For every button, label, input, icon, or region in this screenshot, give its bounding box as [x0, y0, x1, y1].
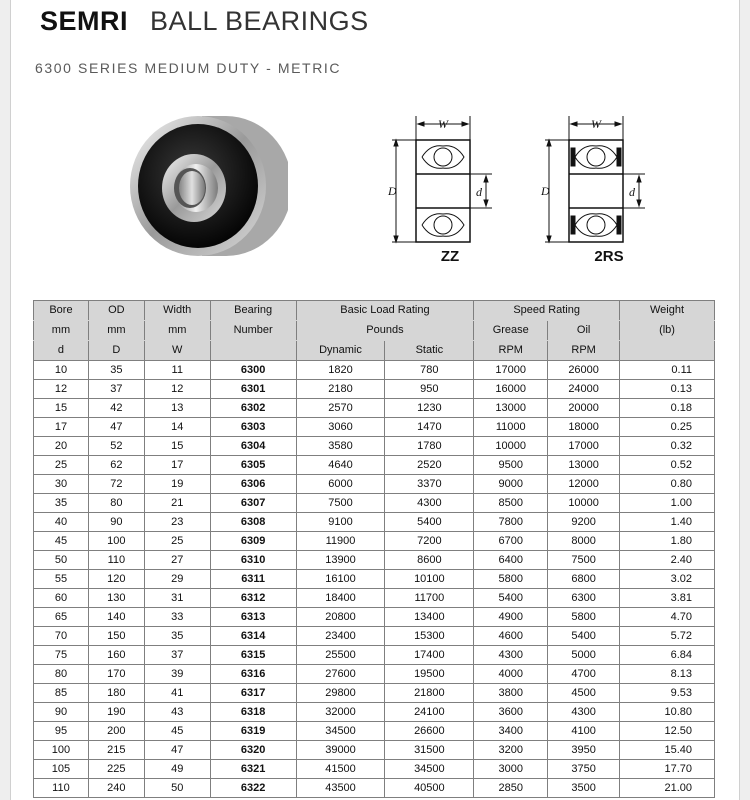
cell-bearing-number: 6321 — [210, 760, 296, 779]
cell-weight: 9.53 — [620, 684, 715, 703]
cell-od: 47 — [88, 418, 144, 437]
cell-oil-rpm: 17000 — [548, 437, 620, 456]
cell-dynamic: 25500 — [296, 646, 385, 665]
zz-inner-diameter-label: d — [476, 185, 482, 199]
cell-dynamic: 1820 — [296, 361, 385, 380]
table-row — [34, 437, 715, 456]
table-row — [34, 741, 715, 760]
cell-width: 43 — [144, 703, 210, 722]
cell-static: 17400 — [385, 646, 474, 665]
cell-od: 140 — [88, 608, 144, 627]
cell-bearing-number: 6320 — [210, 741, 296, 760]
table-row — [34, 361, 715, 380]
brand-name: SEMRI — [40, 6, 129, 36]
cell-bore: 70 — [34, 627, 89, 646]
page-title: BALL BEARINGS — [150, 6, 369, 36]
header-weight: Weight — [620, 301, 715, 321]
cell-bearing-number: 6313 — [210, 608, 296, 627]
cell-dynamic: 13900 — [296, 551, 385, 570]
cell-weight: 10.80 — [620, 703, 715, 722]
cell-weight: 8.13 — [620, 665, 715, 684]
cell-bore: 45 — [34, 532, 89, 551]
cell-bore: 35 — [34, 494, 89, 513]
zz-width-label: W — [438, 117, 448, 131]
header-load-unit: Pounds — [296, 321, 474, 341]
2rs-width-label: W — [591, 117, 601, 131]
cell-dynamic: 43500 — [296, 779, 385, 798]
cell-weight: 5.72 — [620, 627, 715, 646]
cell-width: 49 — [144, 760, 210, 779]
cell-grease-rpm: 11000 — [474, 418, 548, 437]
cell-width: 39 — [144, 665, 210, 684]
cell-grease-rpm: 9500 — [474, 456, 548, 475]
cell-static: 3370 — [385, 475, 474, 494]
2rs-outer-diameter-label: D — [541, 184, 550, 198]
cell-dynamic: 39000 — [296, 741, 385, 760]
header-grease-unit: RPM — [474, 341, 548, 361]
cell-bearing-number: 6307 — [210, 494, 296, 513]
header-bore: Bore — [34, 301, 89, 321]
cell-dynamic: 27600 — [296, 665, 385, 684]
cell-bearing-number: 6315 — [210, 646, 296, 665]
table-row — [34, 532, 715, 551]
cell-oil-rpm: 3500 — [548, 779, 620, 798]
cell-width: 37 — [144, 646, 210, 665]
header-bore-symbol: d — [34, 341, 89, 361]
cell-weight: 4.70 — [620, 608, 715, 627]
header-od: OD — [88, 301, 144, 321]
cell-oil-rpm: 24000 — [548, 380, 620, 399]
cell-bearing-number: 6301 — [210, 380, 296, 399]
bearing-spec-table — [33, 300, 715, 798]
cell-od: 170 — [88, 665, 144, 684]
cell-bore: 75 — [34, 646, 89, 665]
cell-weight: 17.70 — [620, 760, 715, 779]
cell-od: 72 — [88, 475, 144, 494]
cell-weight: 1.00 — [620, 494, 715, 513]
cell-od: 42 — [88, 399, 144, 418]
cell-od: 150 — [88, 627, 144, 646]
header-bearing-number: Number — [210, 321, 296, 341]
cell-bore: 12 — [34, 380, 89, 399]
cell-od: 240 — [88, 779, 144, 798]
cell-static: 34500 — [385, 760, 474, 779]
cell-oil-rpm: 12000 — [548, 475, 620, 494]
cell-width: 13 — [144, 399, 210, 418]
cell-grease-rpm: 8500 — [474, 494, 548, 513]
bearing-photo — [122, 108, 288, 263]
table-row — [34, 418, 715, 437]
cell-width: 21 — [144, 494, 210, 513]
2rs-label: 2RS — [594, 248, 624, 265]
cell-oil-rpm: 4700 — [548, 665, 620, 684]
cell-bore: 20 — [34, 437, 89, 456]
table-row — [34, 399, 715, 418]
cell-grease-rpm: 3400 — [474, 722, 548, 741]
cell-bearing-number: 6305 — [210, 456, 296, 475]
table-row — [34, 627, 715, 646]
cell-bearing-number: 6303 — [210, 418, 296, 437]
cell-oil-rpm: 18000 — [548, 418, 620, 437]
cell-grease-rpm: 7800 — [474, 513, 548, 532]
cell-bearing-number: 6308 — [210, 513, 296, 532]
page-subtitle: 6300 SERIES MEDIUM DUTY - METRIC — [35, 60, 342, 76]
table-row — [34, 684, 715, 703]
header-bearing: Bearing — [210, 301, 296, 321]
cell-grease-rpm: 6400 — [474, 551, 548, 570]
cell-weight: 15.40 — [620, 741, 715, 760]
cell-bore: 30 — [34, 475, 89, 494]
cell-dynamic: 9100 — [296, 513, 385, 532]
cell-od: 35 — [88, 361, 144, 380]
cell-od: 62 — [88, 456, 144, 475]
cell-width: 50 — [144, 779, 210, 798]
cell-od: 215 — [88, 741, 144, 760]
cell-bearing-number: 6304 — [210, 437, 296, 456]
cell-bearing-number: 6312 — [210, 589, 296, 608]
cell-static: 1780 — [385, 437, 474, 456]
cell-oil-rpm: 4500 — [548, 684, 620, 703]
cell-grease-rpm: 3200 — [474, 741, 548, 760]
cell-width: 15 — [144, 437, 210, 456]
cell-weight: 2.40 — [620, 551, 715, 570]
cell-static: 10100 — [385, 570, 474, 589]
table-row — [34, 703, 715, 722]
cell-bore: 25 — [34, 456, 89, 475]
cell-bearing-number: 6300 — [210, 361, 296, 380]
cell-bearing-number: 6316 — [210, 665, 296, 684]
cell-static: 13400 — [385, 608, 474, 627]
cell-dynamic: 29800 — [296, 684, 385, 703]
cell-bore: 95 — [34, 722, 89, 741]
cell-oil-rpm: 10000 — [548, 494, 620, 513]
cell-weight: 0.18 — [620, 399, 715, 418]
cell-width: 45 — [144, 722, 210, 741]
cell-width: 17 — [144, 456, 210, 475]
cell-bearing-number: 6311 — [210, 570, 296, 589]
cell-od: 130 — [88, 589, 144, 608]
cell-grease-rpm: 4300 — [474, 646, 548, 665]
zz-cross-section-diagram — [382, 112, 494, 267]
cell-bearing-number: 6310 — [210, 551, 296, 570]
cell-dynamic: 34500 — [296, 722, 385, 741]
header-width-unit: mm — [144, 321, 210, 341]
cell-oil-rpm: 5400 — [548, 627, 620, 646]
zz-label: ZZ — [440, 248, 460, 265]
header-dynamic: Dynamic — [296, 341, 385, 361]
table-row — [34, 760, 715, 779]
table-row — [34, 722, 715, 741]
cell-static: 8600 — [385, 551, 474, 570]
cell-static: 26600 — [385, 722, 474, 741]
cell-oil-rpm: 3750 — [548, 760, 620, 779]
cell-weight: 0.13 — [620, 380, 715, 399]
table-row — [34, 551, 715, 570]
cell-weight: 6.84 — [620, 646, 715, 665]
cell-bore: 100 — [34, 741, 89, 760]
cell-width: 12 — [144, 380, 210, 399]
cell-bore: 105 — [34, 760, 89, 779]
cell-bore: 40 — [34, 513, 89, 532]
cell-weight: 21.00 — [620, 779, 715, 798]
cell-dynamic: 16100 — [296, 570, 385, 589]
cell-grease-rpm: 2850 — [474, 779, 548, 798]
cell-static: 780 — [385, 361, 474, 380]
cell-od: 80 — [88, 494, 144, 513]
cell-bearing-number: 6306 — [210, 475, 296, 494]
2rs-cross-section-diagram — [535, 112, 647, 267]
cell-bore: 110 — [34, 779, 89, 798]
cell-grease-rpm: 5800 — [474, 570, 548, 589]
cell-od: 225 — [88, 760, 144, 779]
cell-oil-rpm: 7500 — [548, 551, 620, 570]
cell-oil-rpm: 5000 — [548, 646, 620, 665]
cell-grease-rpm: 13000 — [474, 399, 548, 418]
cell-static: 15300 — [385, 627, 474, 646]
cell-bore: 17 — [34, 418, 89, 437]
cell-weight: 0.11 — [620, 361, 715, 380]
cell-bore: 10 — [34, 361, 89, 380]
cell-grease-rpm: 5400 — [474, 589, 548, 608]
cell-width: 19 — [144, 475, 210, 494]
cell-weight: 0.80 — [620, 475, 715, 494]
cell-bore: 50 — [34, 551, 89, 570]
cell-dynamic: 7500 — [296, 494, 385, 513]
cell-dynamic: 23400 — [296, 627, 385, 646]
table-row — [34, 665, 715, 684]
header-row — [34, 341, 715, 361]
cell-static: 31500 — [385, 741, 474, 760]
table-row — [34, 779, 715, 798]
cell-oil-rpm: 13000 — [548, 456, 620, 475]
zz-outer-diameter-label: D — [388, 184, 397, 198]
cell-bore: 60 — [34, 589, 89, 608]
cell-od: 190 — [88, 703, 144, 722]
cell-oil-rpm: 6800 — [548, 570, 620, 589]
cell-od: 120 — [88, 570, 144, 589]
header-grease: Grease — [474, 321, 548, 341]
table-row — [34, 456, 715, 475]
cell-dynamic: 32000 — [296, 703, 385, 722]
cell-oil-rpm: 4100 — [548, 722, 620, 741]
cell-static: 24100 — [385, 703, 474, 722]
cell-oil-rpm: 26000 — [548, 361, 620, 380]
cell-oil-rpm: 5800 — [548, 608, 620, 627]
cell-grease-rpm: 3600 — [474, 703, 548, 722]
cell-static: 5400 — [385, 513, 474, 532]
2rs-inner-diameter-label: d — [629, 185, 635, 199]
table-row — [34, 513, 715, 532]
cell-width: 14 — [144, 418, 210, 437]
header-od-symbol: D — [88, 341, 144, 361]
table-row — [34, 494, 715, 513]
cell-od: 110 — [88, 551, 144, 570]
cell-bearing-number: 6318 — [210, 703, 296, 722]
cell-dynamic: 3060 — [296, 418, 385, 437]
cell-static: 4300 — [385, 494, 474, 513]
cell-width: 33 — [144, 608, 210, 627]
header-weight-unit: (lb) — [620, 321, 715, 341]
header-oil: Oil — [548, 321, 620, 341]
table-row — [34, 475, 715, 494]
cell-dynamic: 41500 — [296, 760, 385, 779]
cell-static: 19500 — [385, 665, 474, 684]
cell-static: 1230 — [385, 399, 474, 418]
cell-oil-rpm: 8000 — [548, 532, 620, 551]
cell-od: 90 — [88, 513, 144, 532]
cell-dynamic: 4640 — [296, 456, 385, 475]
cell-static: 11700 — [385, 589, 474, 608]
cell-od: 200 — [88, 722, 144, 741]
cell-weight: 3.81 — [620, 589, 715, 608]
cell-od: 37 — [88, 380, 144, 399]
cell-weight: 0.25 — [620, 418, 715, 437]
cell-width: 29 — [144, 570, 210, 589]
cell-bore: 80 — [34, 665, 89, 684]
cell-bearing-number: 6322 — [210, 779, 296, 798]
cell-static: 2520 — [385, 456, 474, 475]
cell-static: 21800 — [385, 684, 474, 703]
cell-width: 31 — [144, 589, 210, 608]
cell-weight: 12.50 — [620, 722, 715, 741]
cell-static: 950 — [385, 380, 474, 399]
header-oil-unit: RPM — [548, 341, 620, 361]
cell-grease-rpm: 3800 — [474, 684, 548, 703]
cell-od: 100 — [88, 532, 144, 551]
cell-od: 52 — [88, 437, 144, 456]
cell-width: 41 — [144, 684, 210, 703]
cell-weight: 1.80 — [620, 532, 715, 551]
cell-oil-rpm: 4300 — [548, 703, 620, 722]
cell-bore: 55 — [34, 570, 89, 589]
cell-width: 47 — [144, 741, 210, 760]
table-body — [34, 361, 715, 798]
table-row — [34, 380, 715, 399]
cell-grease-rpm: 10000 — [474, 437, 548, 456]
table-row — [34, 570, 715, 589]
cell-bearing-number: 6319 — [210, 722, 296, 741]
header-row — [34, 321, 715, 341]
cell-bore: 90 — [34, 703, 89, 722]
cell-grease-rpm: 6700 — [474, 532, 548, 551]
cell-bearing-number: 6309 — [210, 532, 296, 551]
cell-grease-rpm: 17000 — [474, 361, 548, 380]
cell-oil-rpm: 20000 — [548, 399, 620, 418]
table-row — [34, 646, 715, 665]
cell-width: 27 — [144, 551, 210, 570]
cell-oil-rpm: 9200 — [548, 513, 620, 532]
cell-oil-rpm: 6300 — [548, 589, 620, 608]
cell-width: 35 — [144, 627, 210, 646]
header-bore-unit: mm — [34, 321, 89, 341]
cell-dynamic: 18400 — [296, 589, 385, 608]
cell-width: 11 — [144, 361, 210, 380]
cell-bore: 15 — [34, 399, 89, 418]
cell-dynamic: 2570 — [296, 399, 385, 418]
cell-dynamic: 2180 — [296, 380, 385, 399]
table-row — [34, 589, 715, 608]
cell-grease-rpm: 4900 — [474, 608, 548, 627]
cell-static: 40500 — [385, 779, 474, 798]
cell-width: 23 — [144, 513, 210, 532]
cell-width: 25 — [144, 532, 210, 551]
table-row — [34, 608, 715, 627]
cell-grease-rpm: 4000 — [474, 665, 548, 684]
header-row — [34, 301, 715, 321]
cell-grease-rpm: 3000 — [474, 760, 548, 779]
header-width: Width — [144, 301, 210, 321]
header-speed-rating: Speed Rating — [474, 301, 620, 321]
header-od-unit: mm — [88, 321, 144, 341]
cell-od: 180 — [88, 684, 144, 703]
cell-bearing-number: 6314 — [210, 627, 296, 646]
cell-dynamic: 3580 — [296, 437, 385, 456]
cell-weight: 1.40 — [620, 513, 715, 532]
cell-grease-rpm: 4600 — [474, 627, 548, 646]
cell-grease-rpm: 9000 — [474, 475, 548, 494]
cell-grease-rpm: 16000 — [474, 380, 548, 399]
cell-bore: 65 — [34, 608, 89, 627]
cell-weight: 3.02 — [620, 570, 715, 589]
header-load-rating: Basic Load Rating — [296, 301, 474, 321]
cell-weight: 0.52 — [620, 456, 715, 475]
cell-static: 7200 — [385, 532, 474, 551]
cell-dynamic: 20800 — [296, 608, 385, 627]
cell-weight: 0.32 — [620, 437, 715, 456]
cell-bore: 85 — [34, 684, 89, 703]
header-width-symbol: W — [144, 341, 210, 361]
cell-oil-rpm: 3950 — [548, 741, 620, 760]
cell-bearing-number: 6317 — [210, 684, 296, 703]
cell-dynamic: 6000 — [296, 475, 385, 494]
cell-od: 160 — [88, 646, 144, 665]
cell-dynamic: 11900 — [296, 532, 385, 551]
header-static: Static — [385, 341, 474, 361]
cell-static: 1470 — [385, 418, 474, 437]
cell-bearing-number: 6302 — [210, 399, 296, 418]
